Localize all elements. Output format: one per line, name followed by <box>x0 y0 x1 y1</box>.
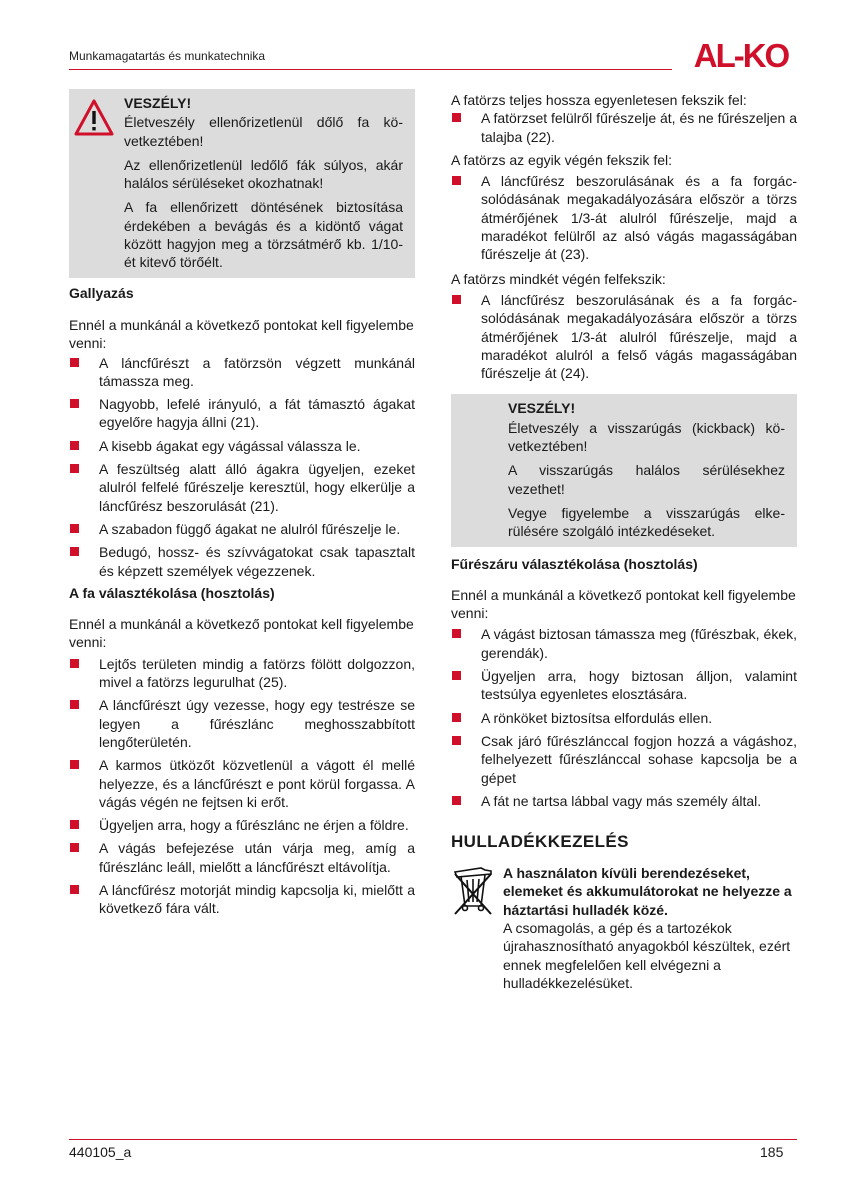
list-item: A szabadon függő ágakat ne alulról fűrészelje le. <box>69 520 415 538</box>
case-list <box>451 109 797 146</box>
case-list <box>451 291 797 382</box>
case-intro: A fatörzs mindkét végén felfekszik: <box>451 270 666 287</box>
list-item: Ügyeljen arra, hogy a fűrészlánc ne érjen a földre. <box>69 816 415 834</box>
list-item: A vágást biztosan támassza meg (fűrészbak, ékek, gerendák). <box>451 625 797 662</box>
list-item: A láncfűrész motorját mindig kapcsolja ki, mielőtt a következő fára vált. <box>69 881 415 918</box>
list-item: A láncfűrész beszorulásának és a fa forgácsolódásának megakadályozására először a törzs átmérőjének 1/3-át alulról fűrészelje, majd a maradékot felülről az alsó vágás magasságában fűrészelje át (23). <box>451 172 797 263</box>
disposal-block <box>451 864 797 992</box>
section-intro: Ennél a munkánál a következő pontokat kell figyelembe venni: <box>451 586 796 622</box>
section-heading-disposal: HULLADÉKKEZELÉS <box>451 832 629 852</box>
list-item: Bedugó, hossz- és szívvágatokat csak tapasztalt és képzett személyek végezzenek. <box>69 543 415 580</box>
warning-text: Életveszély ellenőrizetlenül dőlő fa következtében! <box>124 114 403 149</box>
warning-text: Életveszély a visszarúgás (kickback) következtében! <box>508 419 785 455</box>
list-item: A rönköket biztosítsa elfordulás ellen. <box>451 709 797 727</box>
section-intro: Ennél a munkánál a következő pontokat kell figyelembe venni: <box>69 616 414 651</box>
case-intro: A fatörzs teljes hossza egyenletesen fekszik fel: <box>451 92 747 108</box>
section-heading-lumber-cutting: Fűrészáru választékolása (hosztolás) <box>451 555 698 572</box>
warning-title: VESZÉLY! <box>508 400 576 417</box>
list-item: A vágás befejezése után várja meg, amíg a fűrészlánc leáll, mielőtt a láncfűrészt eltávolítja. <box>69 839 415 876</box>
delimbing-list <box>69 354 415 580</box>
list-item: A fatörzset felülről fűrészelje át, és ne fűrészeljen a talajba (22). <box>451 109 797 146</box>
document-id: 440105_a <box>69 1144 132 1160</box>
warning-title: VESZÉLY! <box>124 95 192 111</box>
header-rule <box>69 69 672 70</box>
left-column <box>69 89 415 918</box>
disposal-warning: A használaton kívüli berendezéseket, elemeket és akkumulátorokat ne helyezze a háztartási hulladék közé. <box>503 865 792 918</box>
list-item: Ügyeljen arra, hogy biztosan álljon, valamint testsúlya egyenletes elosztására. <box>451 667 797 704</box>
warning-text: A fa ellenőrizett döntésének biztosítása érdekében a bevágás és a kidöntő vágat között hagyjon meg a törzsátmérő kb. 1/10-ét kitevő törőélt. <box>124 199 403 271</box>
warning-box-kickback <box>451 394 797 546</box>
section-heading-delimbing: Gallyazás <box>69 284 134 301</box>
case-list <box>451 172 797 263</box>
disposal-text: A csomagolás, a gép és a tartozékok újrahasznosítható anyagokból készültek, ezért ennek megfelelően kell elvégezni a hulladékkezelésüket. <box>503 919 791 991</box>
right-column <box>451 89 797 992</box>
footer-rule <box>69 1139 797 1140</box>
section-heading-cross-cutting: A fa választékolása (hosztolás) <box>69 584 275 601</box>
list-item: Csak járó fűrészlánccal fogjon hozzá a vágáshoz, felhelyezett fűrészlánccal sohase kapcsolja be a gépet <box>451 732 797 787</box>
warning-text: Az ellenőrizetlenül ledőlő fák súlyos, akár halálos sérüléseket okozhatnak! <box>124 156 403 192</box>
alko-logo <box>683 41 799 71</box>
cross-cutting-list <box>69 655 415 918</box>
list-item: Lejtős területen mindig a fatörzs fölött dolgozzon, mivel a fatörzs legurulhat (25). <box>69 655 415 692</box>
header-title: Munkamagatartás és munkatechnika <box>69 49 266 63</box>
crossed-out-bin-icon <box>451 864 495 916</box>
case-intro: A fatörzs az egyik végén fekszik fel: <box>451 151 672 168</box>
lumber-cutting-list <box>451 625 797 810</box>
list-item: Nagyobb, lefelé irányuló, a fát támasztó ágakat egyelőre hagyja állni (21). <box>69 395 415 432</box>
list-item: A láncfűrészt a fatörzsön végzett munkánál támassza meg. <box>69 354 415 391</box>
warning-text: A visszarúgás halálos sérülésekhez vezethet! <box>508 462 785 497</box>
warning-triangle-icon <box>74 99 114 137</box>
list-item: A kisebb ágakat egy vágással válassza le. <box>69 437 415 455</box>
list-item: A láncfűrészt úgy vezesse, hogy egy testrésze se legyen a fűrészlánc meghosszabbított lengőterületén. <box>69 696 415 751</box>
list-item: A feszültség alatt álló ágakra ügyeljen, ezeket alulról felfelé fűrészelje keresztül, hogy elkerülje a láncfűrész beszorulását (21). <box>69 460 415 515</box>
list-item: A karmos ütközőt közvetlenül a vágott él mellé helyezze, és a láncfűrészt e pont körül forgassa. A vágás végén ne fejtsen ki erőt. <box>69 756 415 811</box>
section-intro: Ennél a munkánál a következő pontokat kell figyelembe venni: <box>69 316 414 352</box>
svg-text:AL-KO: AL-KO <box>693 41 789 71</box>
warning-text: Vegye figyelembe a visszarúgás elkerülésére szolgáló intézkedéseket. <box>508 504 785 540</box>
warning-box-tree-fall <box>69 89 415 278</box>
list-item: A fát ne tartsa lábbal vagy más személy által. <box>451 792 797 810</box>
list-item: A láncfűrész beszorulásának és a fa forgácsolódásának megakadályozására először a törzs átmérőjének 1/3-át alulról fűrészelje, majd a maradékot alulról a felső vágás magasságában fűrészelje át (24). <box>451 291 797 382</box>
page-number: 185 <box>760 1144 784 1160</box>
